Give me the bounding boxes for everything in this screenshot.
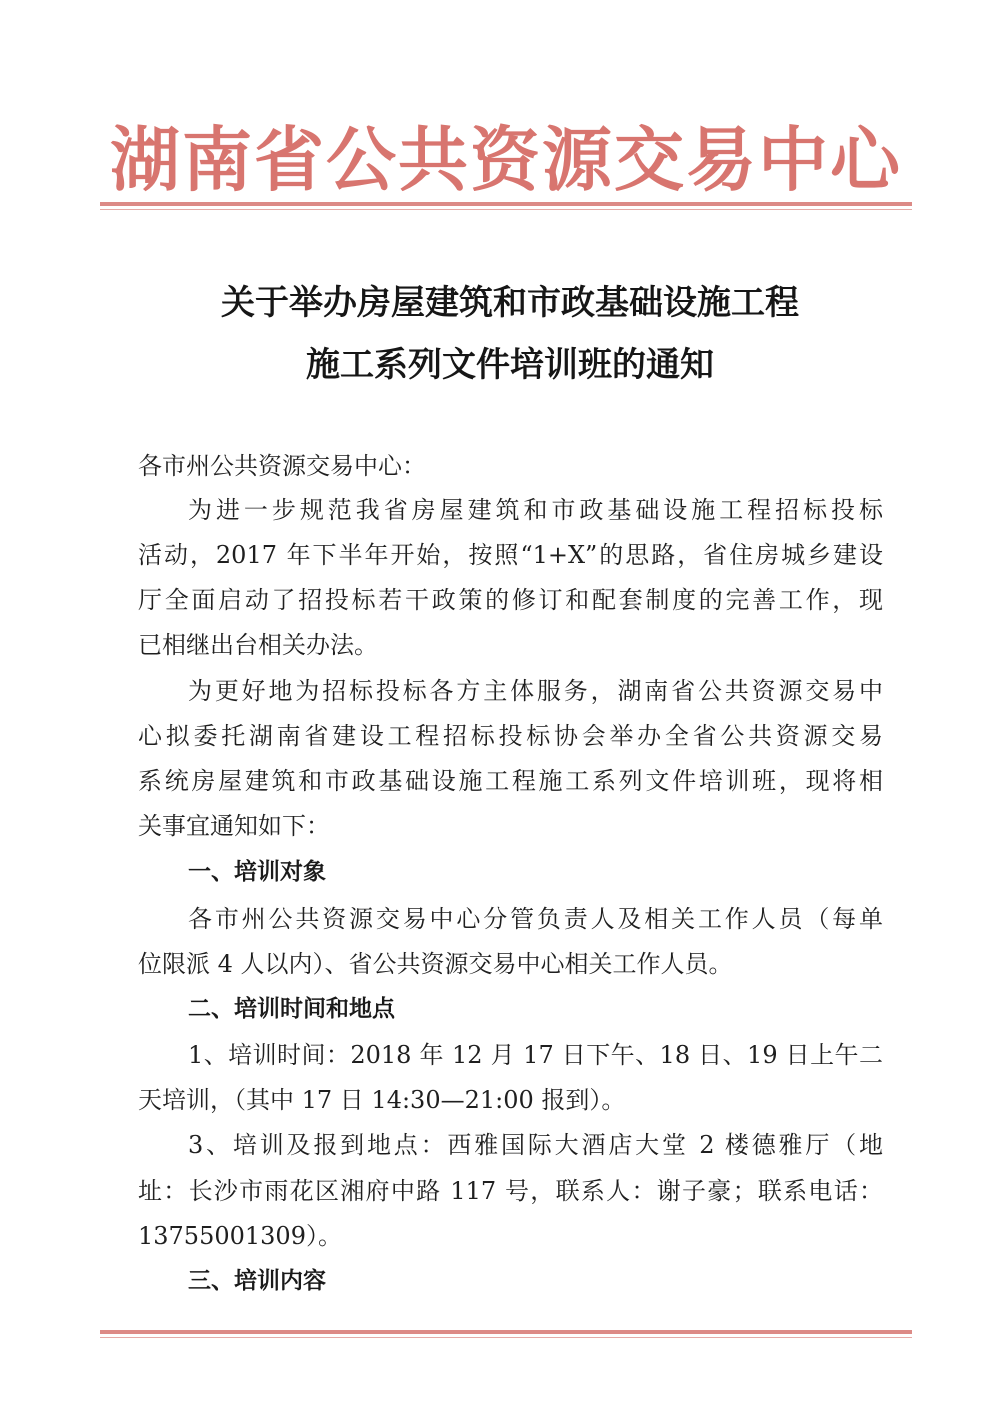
paragraph-2-line-1: 为更好地为招标投标各方主体服务，湖南省公共资源交易中 — [188, 677, 883, 705]
document-title-line-1: 关于举办房屋建筑和市政基础设施工程 — [221, 283, 799, 323]
paragraph-1-line-1: 为进一步规范我省房屋建筑和市政基础设施工程招标投标 — [188, 496, 883, 524]
section-2-heading: 二、培训时间和地点 — [188, 996, 395, 1022]
letterhead-org-name: 湖南省公共资源交易中心 — [110, 119, 902, 201]
footer-rule — [100, 1330, 912, 1334]
section-2-item-2-line-2: 址：长沙市雨花区湘府中路 117 号，联系人：谢子豪；联系电话： — [138, 1177, 883, 1205]
document-title-line-2: 施工系列文件培训班的通知 — [306, 345, 714, 385]
section-2-item-2-line-3: 13755001309）。 — [138, 1222, 342, 1250]
paragraph-2-line-2: 心拟委托湖南省建设工程招标投标协会举办全省公共资源交易 — [138, 722, 883, 750]
letterhead-rule-thin — [100, 209, 912, 210]
section-2-item-1-line-1: 1、培训时间：2018 年 12 月 17 日下午、18 日、19 日上午二 — [188, 1041, 883, 1069]
section-2-item-2-line-1: 3、培训及报到地点：西雅国际大酒店大堂 2 楼德雅厅（地 — [188, 1131, 883, 1159]
paragraph-1-line-2: 活动，2017 年下半年开始，按照“1+X”的思路，省住房城乡建设 — [138, 541, 883, 569]
section-1-line-1: 各市州公共资源交易中心分管负责人及相关工作人员（每单 — [188, 905, 883, 933]
footer-rule-thin — [100, 1337, 912, 1338]
section-1-heading: 一、培训对象 — [188, 859, 326, 885]
paragraph-1-line-4: 已相继出台相关办法。 — [138, 631, 378, 659]
paragraph-2-line-3: 系统房屋建筑和市政基础设施工程施工系列文件培训班，现将相 — [138, 767, 883, 795]
section-1-line-2: 位限派 4 人以内）、省公共资源交易中心相关工作人员。 — [138, 950, 733, 978]
salutation: 各市州公共资源交易中心： — [138, 452, 426, 480]
paragraph-1-line-3: 厅全面启动了招投标若干政策的修订和配套制度的完善工作，现 — [138, 586, 883, 614]
section-3-heading: 三、培训内容 — [188, 1268, 326, 1294]
section-2-item-1-line-2: 天培训，（其中 17 日 14:30—21:00 报到）。 — [138, 1086, 626, 1114]
letterhead-rule — [100, 202, 912, 206]
paragraph-2-line-4: 关事宜通知如下： — [138, 812, 330, 840]
